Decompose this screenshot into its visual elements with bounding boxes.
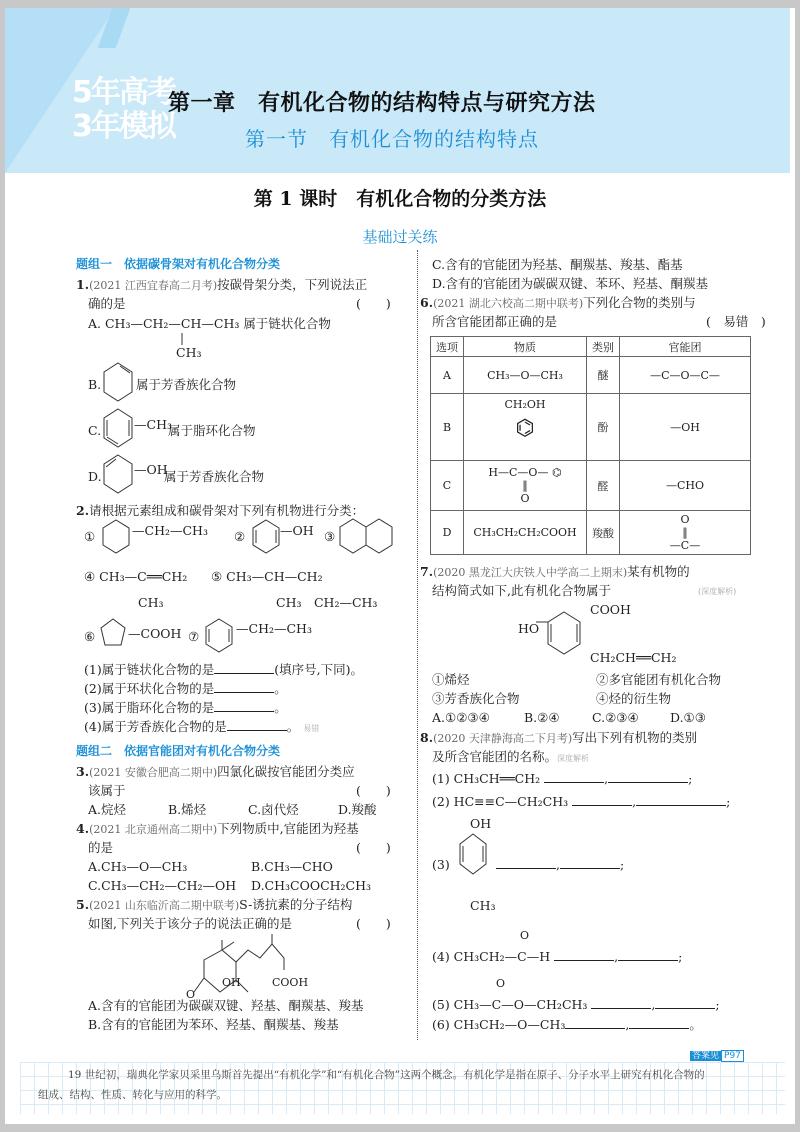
answer-paren: ( ) xyxy=(356,783,391,798)
q1-option-b: B. xyxy=(88,377,102,392)
chapter-title: 第一章 有机化合物的结构特点与研究方法 xyxy=(168,91,596,116)
table-header: 选项 xyxy=(431,337,464,357)
ethyl-group: —CH₂—CH₃ xyxy=(132,523,208,538)
phenol-ring-icon xyxy=(251,520,281,554)
lesson-title: 第 1 课时 有机化合物的分类方法 xyxy=(253,188,547,210)
q8-sub-3-answers: , ; xyxy=(496,855,624,874)
q3-option-d: D.羧酸 xyxy=(338,802,377,817)
carboxyl-group: —COOH xyxy=(128,626,182,641)
methyl-group: —CH₃ xyxy=(134,417,172,432)
q7-item-2: ②多官能团有机化合物 xyxy=(596,672,722,687)
answer-blank[interactable] xyxy=(554,948,614,961)
q6-table xyxy=(430,336,751,555)
question-3: 3.(2021 安徽合肥高二期中)四氯化碳按官能团分类应 xyxy=(76,764,355,779)
ho-label: HO xyxy=(518,621,540,636)
answer-blank[interactable] xyxy=(227,718,287,731)
compound-2-label: ② xyxy=(234,529,246,544)
table-header: 物质 xyxy=(464,337,587,357)
q5-text: 如图,下列关于该分子的说法正确的是 xyxy=(88,916,292,931)
cooh-label: COOH xyxy=(590,602,631,617)
cyclohexadiene-icon xyxy=(103,363,133,403)
q5-option-a: A.含有的官能团为碳碳双键、羟基、酮羰基、羧基 xyxy=(88,998,364,1013)
answer-reference[interactable]: 答案见 P97 xyxy=(690,1048,744,1061)
question-5: 5.(2021 山东临沂高二期中联考)S-诱抗素的分子结构 xyxy=(76,897,353,912)
q1-d-text: 属于芳香族化合物 xyxy=(164,469,265,484)
question-2: 2.请根据元素组成和碳骨架对下列有机物进行分类： xyxy=(76,503,365,518)
q8-sub-5: (5) CH₃—C—O—CH₂CH₃ , ; xyxy=(432,997,720,1012)
question-6: 6.(2021 湖北六校高二期中联考)下列化合物的类别与 xyxy=(420,295,696,310)
answer-blank[interactable] xyxy=(629,1016,689,1029)
table-row: B CH₂OH ⌬ 酚 —OH xyxy=(431,394,751,461)
answer-blank[interactable] xyxy=(214,661,274,674)
footer-note xyxy=(20,1062,785,1114)
q5-option-c: C.含有的官能团为羟基、酮羰基、羧基、酯基 xyxy=(432,257,683,272)
q1-a-branch: CH₃ xyxy=(176,345,202,360)
table-header: 官能团 xyxy=(620,337,751,357)
q1-b-text: 属于芳香族化合物 xyxy=(136,377,237,392)
answer-blank[interactable] xyxy=(560,856,620,869)
q6-text: 所含官能团都正确的是 xyxy=(432,314,558,329)
q1-c-text: 属于脂环化合物 xyxy=(168,423,256,438)
q3-option-c: C.卤代烃 xyxy=(248,802,299,817)
q7-text: 结构简式如下,此有机化合物属于 xyxy=(432,583,611,598)
q3-text: 该属于 xyxy=(88,783,126,798)
q3-option-b: B.烯烃 xyxy=(168,802,207,817)
cyclohexene-icon xyxy=(103,455,133,495)
ketone-o-label: O xyxy=(186,988,196,1001)
question-8: 8.(2020 天津静海高二下月考)写出下列有机物的类别 xyxy=(420,730,698,745)
q7-item-4: ④烃的衍生物 xyxy=(596,691,672,706)
compound-4: ④ CH₃—C══CH₂ xyxy=(84,569,188,584)
oh-label: OH xyxy=(222,976,241,989)
q3-option-a: A.烷烃 xyxy=(88,802,127,817)
q1-text: 确的是 xyxy=(88,296,126,311)
compound-6-label: ⑥ xyxy=(84,629,96,644)
q8-sub-4: (4) CH₃CH₂—C—H , ; xyxy=(432,949,683,964)
carbonyl-o: O xyxy=(520,929,530,942)
question-7: 7.(2020 黑龙江大庆铁人中学高二上期末)某有机物的 xyxy=(420,564,690,579)
table-row: C H—C—O— ⌬ ‖ O 醛 —CHO xyxy=(431,461,751,511)
compound-5-branch: CH₃ CH₂—CH₃ xyxy=(276,595,378,610)
deep-analysis-tag: (深度解析) xyxy=(698,587,737,596)
q1-option-c: C. xyxy=(88,423,102,438)
s-abscisic-acid-structure xyxy=(184,940,334,1000)
q7-item-1: ①烯烃 xyxy=(432,672,470,687)
q8-sub-6: (6) CH₃CH₂—O—CH₃ , 。 xyxy=(432,1017,702,1032)
question-4: 4.(2021 北京通州高二期中)下列物质中,官能团为羟基 xyxy=(76,821,359,836)
q7-option-a: A.①②③④ xyxy=(432,710,490,725)
footer-note-line-1: 19 世纪初，瑞典化学家贝采里乌斯首先提出“有机化学”和“有机化合物”这两个概念。有机化学是指在原子、分子水平上研究有机化合物的 xyxy=(68,1069,705,1081)
compound-5: ⑤ CH₃—CH—CH₂ xyxy=(211,569,323,584)
table-header: 类别 xyxy=(587,337,620,357)
q2-sub-4: (4)属于芳香族化合物的是 。 易错 xyxy=(84,719,320,734)
allyl-group: CH₂CH══CH₂ xyxy=(590,650,677,665)
q4-option-a: A.CH₃—O—CH₃ xyxy=(88,859,188,874)
carbonyl-o: O xyxy=(496,977,506,990)
answer-blank[interactable] xyxy=(618,948,678,961)
answer-blank[interactable] xyxy=(655,996,715,1009)
q4-option-d: D.CH₃COOCH₂CH₃ xyxy=(251,878,372,893)
q7-item-3: ③芳香族化合物 xyxy=(432,691,520,706)
oh-label: OH xyxy=(470,816,492,831)
q1-option-d: D. xyxy=(88,469,102,484)
q8-sub-1: (1) CH₃CH══CH₂ , ; xyxy=(432,771,693,786)
q5-option-b: B.含有的官能团为苯环、羟基、酮羰基、羧基 xyxy=(88,1017,339,1032)
question-1: 1.(2021 江西宜春高二月考)按碳骨架分类，下列说法正 xyxy=(76,277,368,292)
answer-blank[interactable] xyxy=(608,770,688,783)
benzene-ring-icon xyxy=(546,612,582,656)
cyclohexane-icon xyxy=(101,520,131,554)
answer-blank[interactable] xyxy=(214,699,274,712)
q7-option-b: B.②④ xyxy=(524,710,560,725)
answer-blank[interactable] xyxy=(214,680,274,693)
compound-7-label: ⑦ xyxy=(188,629,200,644)
answer-blank[interactable] xyxy=(544,770,604,783)
answer-paren: ( ) xyxy=(356,840,391,855)
answer-blank[interactable] xyxy=(591,996,651,1009)
q8-sub-2: (2) HC≡≡C—CH₂CH₃ , ; xyxy=(432,794,731,809)
benzene-ring-icon xyxy=(103,409,133,449)
answer-blank[interactable] xyxy=(572,793,632,806)
cooh-label: COOH xyxy=(272,976,309,989)
answer-blank[interactable] xyxy=(496,856,556,869)
answer-paren: ( 易错 ) xyxy=(706,314,766,329)
answer-paren: ( ) xyxy=(356,916,391,931)
ch3-label: CH₃ xyxy=(470,898,496,913)
cresol-ring-icon xyxy=(458,834,488,878)
group-heading-2: 题组二 依据官能团对有机化合物分类 xyxy=(76,744,281,758)
answer-paren: ( ) xyxy=(356,296,391,311)
q8-sub-3-label: (3) xyxy=(432,857,450,872)
answer-blank[interactable] xyxy=(636,793,726,806)
table-row: A CH₃—O—CH₃ 醚 —C—O—C— xyxy=(431,357,751,394)
practice-title: 基础过关练 xyxy=(362,228,438,246)
compound-3-label: ③ xyxy=(324,529,336,544)
section-title: 第一节 有机化合物的结构特点 xyxy=(245,127,539,151)
q2-sub-3: (3)属于脂环化合物的是 。 xyxy=(84,700,287,715)
q8-text: 及所含官能团的名称。深度解析 xyxy=(432,749,590,764)
q2-sub-1: (1)属于链状化合物的是 (填序号,下同)。 xyxy=(84,662,363,677)
compound-4-branch: CH₃ xyxy=(138,595,164,610)
hydroxyl-group: —OH xyxy=(134,462,168,477)
answer-blank[interactable] xyxy=(565,1016,625,1029)
q4-text: 的是 xyxy=(88,840,114,855)
q5-option-d: D.含有的官能团为碳碳双键、苯环、羟基、酮羰基 xyxy=(432,276,709,291)
table-row: D CH₃CH₂CH₂COOH 羧酸 O ‖ —C— xyxy=(431,511,751,555)
logo: 5年高考 3年模拟 xyxy=(72,75,175,144)
q1-option-a: A. CH₃—CH₂—CH—CH₃ 属于链状化合物 xyxy=(88,316,331,331)
q4-option-c: C.CH₃—CH₂—CH₂—OH xyxy=(88,878,237,893)
compound-1-label: ① xyxy=(84,529,96,544)
naphthalene-icon xyxy=(340,519,395,555)
oh-group: —OH xyxy=(280,523,314,538)
q2-sub-2: (2)属于环状化合物的是 。 xyxy=(84,681,287,696)
group-heading-1: 题组一 依据碳骨架对有机化合物分类 xyxy=(76,257,281,271)
column-divider xyxy=(417,250,418,1040)
q7-option-d: D.①③ xyxy=(670,710,706,725)
benzene-ring-icon xyxy=(204,619,234,653)
ethyl-group: —CH₂—CH₃ xyxy=(236,621,312,636)
footer-note-line-2: 组成、结构、性质、转化与应用的科学。 xyxy=(38,1089,227,1101)
cyclopentane-icon xyxy=(100,619,126,647)
q7-option-c: C.②③④ xyxy=(592,710,639,725)
q4-option-b: B.CH₃—CHO xyxy=(251,859,333,874)
